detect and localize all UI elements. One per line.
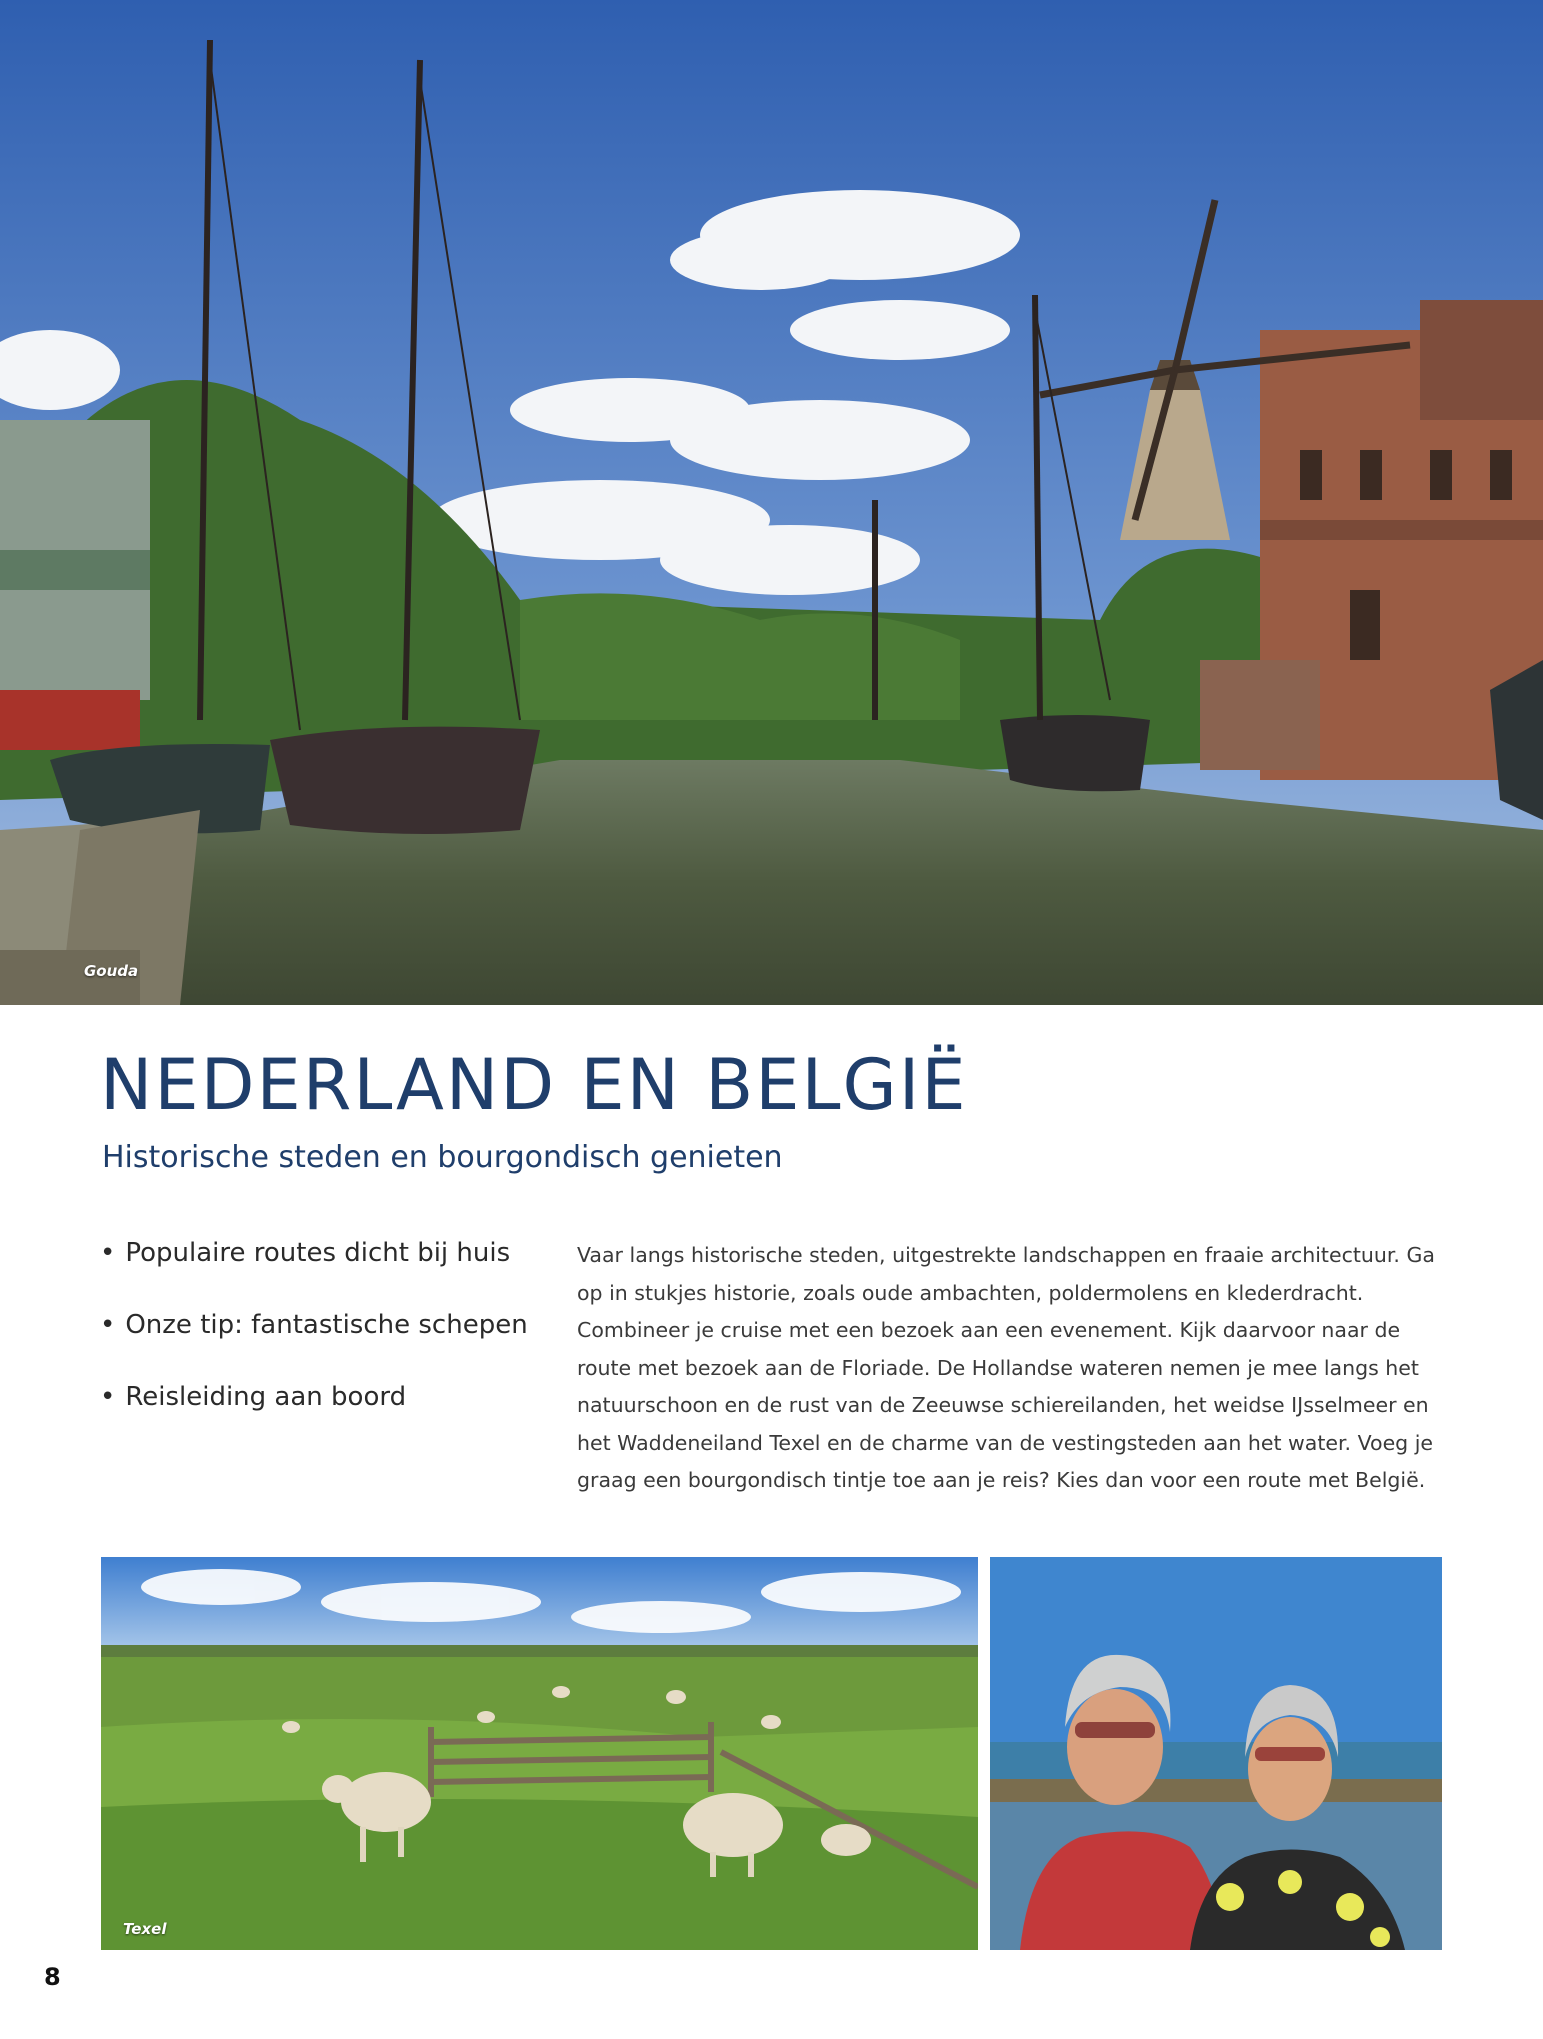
photo-caption-gouda: Gouda xyxy=(84,962,139,980)
texel-photo xyxy=(101,1557,978,1950)
highlights-list xyxy=(100,1238,528,1454)
page-title: NEDERLAND EN BELGIË xyxy=(100,1044,968,1126)
photo-caption-texel: Texel xyxy=(123,1920,167,1938)
highlight-item: • Onze tip: fantastische schepen xyxy=(100,1310,528,1382)
travellers-photo xyxy=(990,1557,1442,1950)
hero-photo xyxy=(0,0,1543,1005)
intro-paragraph: Vaar langs historische steden, uitgestrekte landschappen en fraaie architectuur. Ga op in stukjes historie, zoals oude ambachten, poldermolens en klederdracht. Combineer je cruise met een bezoek aan een evenement. Kijk daarvoor naar de route met bezoek aan de Floriade. De Hollandse wateren nemen je mee langs het natuurschoon en de rust van de Zeeuwse schiereilanden, het weidse IJsselmeer en het Waddeneiland Texel en de charme van de vestingsteden aan het water. Voeg je graag een bourgondisch tintje toe aan je reis? Kies dan voor een route met België. xyxy=(577,1243,1435,1492)
highlight-item: • Populaire routes dicht bij huis xyxy=(100,1238,528,1310)
page-subtitle: Historische steden en bourgondisch genieten xyxy=(102,1140,783,1175)
highlight-item: • Reisleiding aan boord xyxy=(100,1382,528,1454)
page-number: 8 xyxy=(44,1963,61,1991)
